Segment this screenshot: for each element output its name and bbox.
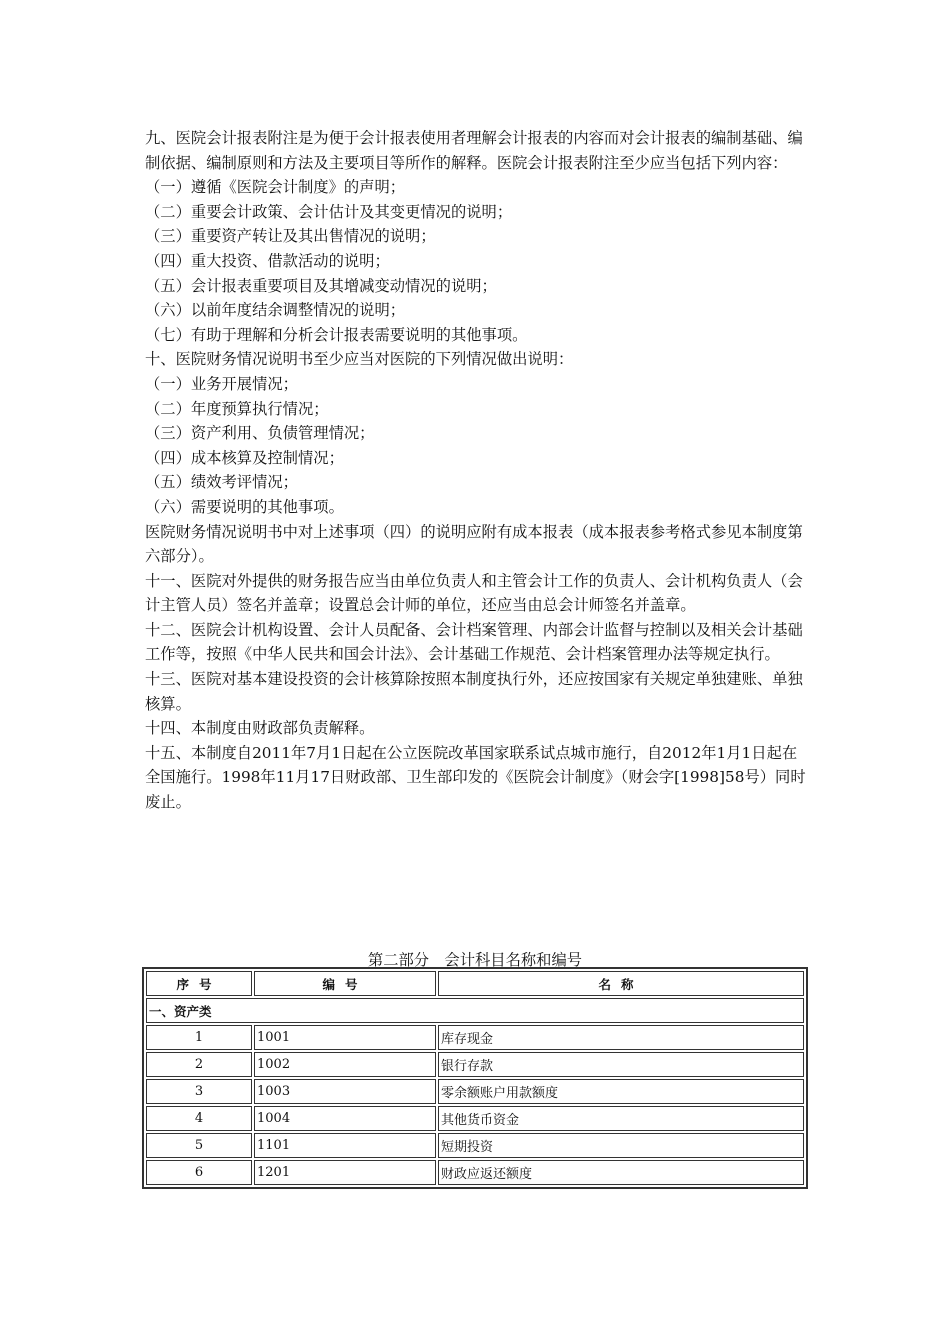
row-code: 1004 — [254, 1106, 436, 1131]
row-name: 银行存款 — [438, 1052, 804, 1077]
row-name: 短期投资 — [438, 1133, 804, 1158]
regulation-text — [145, 126, 810, 815]
row-code: 1003 — [254, 1079, 436, 1104]
paragraph-9-item-3: （三）重要资产转让及其出售情况的说明； — [145, 227, 436, 246]
paragraph-9-item-7: （七）有助于理解和分析会计报表需要说明的其他事项。 — [145, 325, 528, 344]
section-title: 第二部分 会计科目名称和编号 — [367, 951, 583, 969]
category-row — [146, 998, 804, 1023]
paragraph-10-item-3: （三）资产利用、负债管理情况； — [145, 424, 375, 443]
row-code: 1101 — [254, 1133, 436, 1158]
header-seq: 序号 — [146, 971, 252, 996]
row-seq: 4 — [146, 1106, 252, 1131]
paragraph-10-item-1: （一）业务开展情况； — [145, 374, 298, 393]
paragraph-12: 十二、医院会计机构设置、会计人员配备、会计档案管理、内部会计监督与控制以及相关会计基础工作等，按照《中华人民共和国会计法》、会计基础工作规范、会计档案管理办法等规定执行。 — [145, 620, 803, 664]
category-label: 一、资产类 — [146, 998, 804, 1023]
table-row — [146, 1106, 804, 1131]
row-seq: 3 — [146, 1079, 252, 1104]
paragraph-9-item-6: （六）以前年度结余调整情况的说明； — [145, 301, 406, 320]
account-table — [142, 967, 808, 1189]
table-row — [146, 1079, 804, 1104]
paragraph-9-item-4: （四）重大投资、借款活动的说明； — [145, 251, 390, 270]
paragraph-10-item-5: （五）绩效考评情况； — [145, 473, 298, 492]
paragraph-9-item-1: （一）遵循《医院会计制度》的声明； — [145, 178, 406, 197]
row-seq: 2 — [146, 1052, 252, 1077]
paragraph-10: 十、医院财务情况说明书至少应当对医院的下列情况做出说明： — [145, 350, 574, 369]
table-row — [146, 1133, 804, 1158]
paragraph-10-note: 医院财务情况说明书中对上述事项（四）的说明应附有成本报表（成本报表参考格式参见本制度第六部分）。 — [145, 522, 803, 566]
paragraph-10-item-6: （六）需要说明的其他事项。 — [145, 497, 344, 516]
row-code: 1201 — [254, 1160, 436, 1185]
paragraph-11: 十一、医院对外提供的财务报告应当由单位负责人和主管会计工作的负责人、会计机构负责人（会计主管人员）签名并盖章；设置总会计师的单位，还应当由总会计师签名并盖章。 — [145, 571, 803, 615]
header-code: 编号 — [254, 971, 436, 996]
paragraph-13: 十三、医院对基本建设投资的会计核算除按照本制度执行外，还应按国家有关规定单独建账、单独核算。 — [145, 670, 803, 713]
row-name: 零余额账户用款额度 — [438, 1079, 804, 1104]
row-seq: 5 — [146, 1133, 252, 1158]
row-seq: 6 — [146, 1160, 252, 1185]
row-name: 库存现金 — [438, 1025, 804, 1050]
row-name: 财政应返还额度 — [438, 1160, 804, 1185]
paragraph-9: 九、医院会计报表附注是为便于会计报表使用者理解会计报表的内容而对会计报表的编制基础、编制依据、编制原则和方法及主要项目等所作的解释。医院会计报表附注至少应当包括下列内容： — [145, 129, 803, 172]
paragraph-14: 十四、本制度由财政部负责解释。 — [145, 719, 375, 738]
table-row — [146, 1160, 804, 1185]
paragraph-9-item-5: （五）会计报表重要项目及其增减变动情况的说明； — [145, 276, 497, 295]
paragraph-10-item-2: （二）年度预算执行情况； — [145, 399, 329, 418]
row-code: 1001 — [254, 1025, 436, 1050]
paragraph-15: 十五、本制度自2011年7月1日起在公立医院改革国家联系试点城市施行，自2012年1月1日起在全国施行。1998年11月17日财政部、卫生部印发的《医院会计制度》（财会字[1998]58号）同时废止。 — [145, 743, 806, 812]
paragraph-9-item-2: （二）重要会计政策、会计估计及其变更情况的说明； — [145, 202, 513, 221]
table-header-row — [146, 971, 804, 996]
table-row — [146, 1052, 804, 1077]
header-name: 名称 — [438, 971, 804, 996]
row-seq: 1 — [146, 1025, 252, 1050]
row-name: 其他货币资金 — [438, 1106, 804, 1131]
table-row — [146, 1025, 804, 1050]
paragraph-10-item-4: （四）成本核算及控制情况； — [145, 448, 344, 467]
row-code: 1002 — [254, 1052, 436, 1077]
